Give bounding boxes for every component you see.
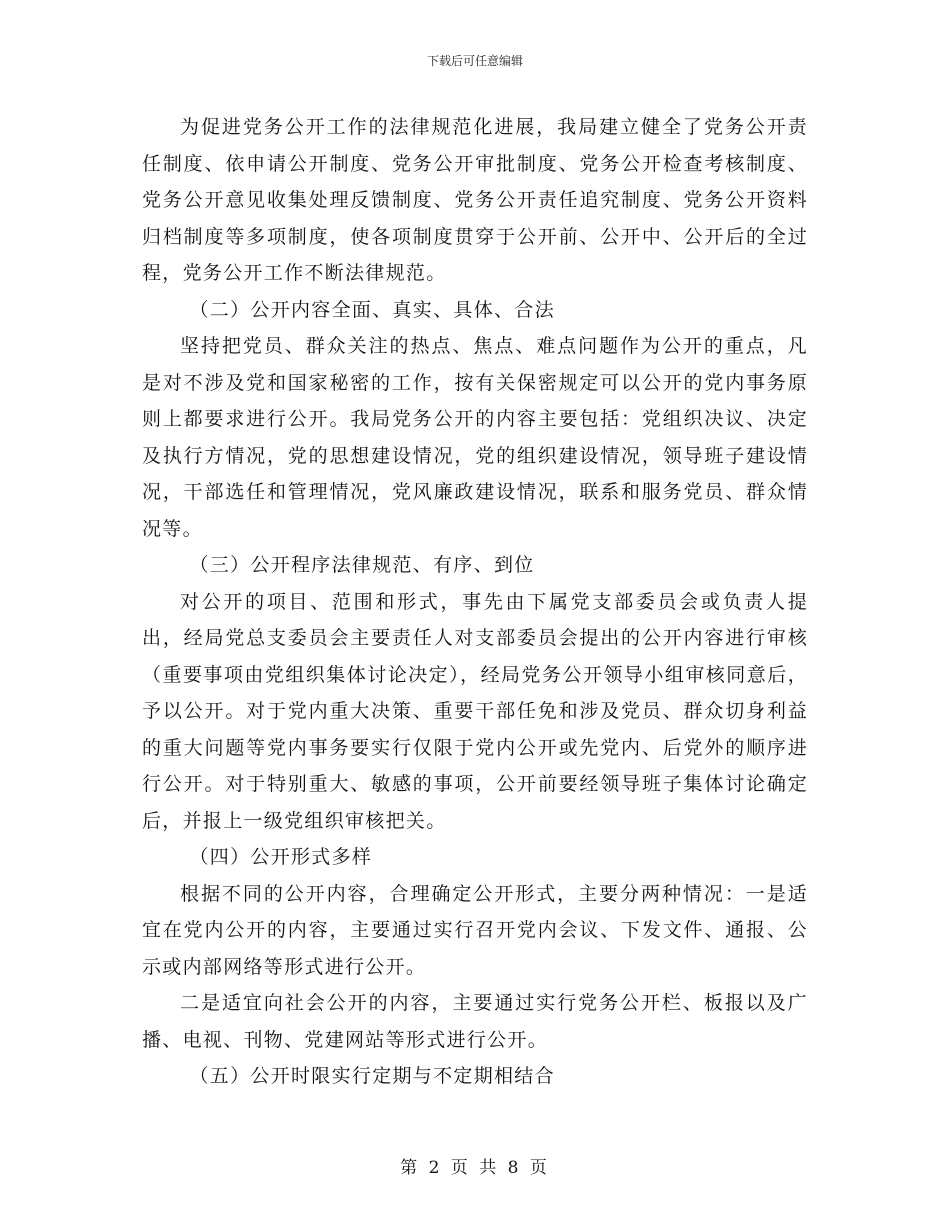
page-header-note: 下载后可任意编辑 <box>426 54 523 68</box>
section-heading-timing: （五）公开时限实行定期与不定期相结合 <box>189 1065 555 1087</box>
section-heading-content: （二）公开内容全面、真实、具体、合法 <box>189 298 555 321</box>
paragraph-disclosure-forms-internal: 根据不同的公开内容，合理确定公开形式，主要分两种情况：一是适宜在党内公开的内容，主要通过实行召开党内会议、下发文件、通报、公示或内部网络等形式进行公开。 <box>142 882 808 978</box>
paragraph-disclosure-content: 坚持把党员、群众关注的热点、焦点、难点问题作为公开的重点，凡是对不涉及党和国家秘密的工作，按有关保密规定可以公开的党内事务原则上都要求进行公开。我局党务公开的内容主要包括：党组织决议、决定及执行方情况，党的思想建设情况，党的组织建设情况，领导班子建设情况，干部选任和管理情况，党风廉政建设情况，联系和服务党员、群众情况等。 <box>142 335 808 540</box>
paragraph-disclosure-forms-public: 二是适宜向社会公开的内容，主要通过实行党务公开栏、板报以及广播、电视、刊物、党建网站等形式进行公开。 <box>142 992 808 1051</box>
document-body <box>142 109 808 1095</box>
section-heading-forms: （四）公开形式多样 <box>189 846 373 868</box>
paragraph-disclosure-procedure: 对公开的项目、范围和形式，事先由下属党支部委员会或负责人提出，经局党总支委员会主要责任人对支部委员会提出的公开内容进行审核（重要事项由党组织集体讨论决定），经局党务公开领导小组审核同意后，予以公开。对于党内重大决策、重要干部任免和涉及党员、群众切身利益的重大问题等党内事务要实行仅限于党内公开或先党内、后党外的顺序进行公开。对于特别重大、敏感的事项，公开前要经领导班子集体讨论确定后，并报上一级党组织审核把关。 <box>142 590 808 832</box>
paragraph-institutional-rules: 为促进党务公开工作的法律规范化进展，我局建立健全了党务公开责任制度、依申请公开制度、党务公开审批制度、党务公开检查考核制度、党务公开意见收集处理反馈制度、党务公开责任追究制度、党务公开资料归档制度等多项制度，使各项制度贯穿于公开前、公开中、公开后的全过程，党务公开工作不断法律规范。 <box>142 116 808 284</box>
page-number-footer: 第 2 页 共 8 页 <box>400 1158 550 1178</box>
section-heading-procedure: （三）公开程序法律规范、有序、到位 <box>189 554 535 576</box>
